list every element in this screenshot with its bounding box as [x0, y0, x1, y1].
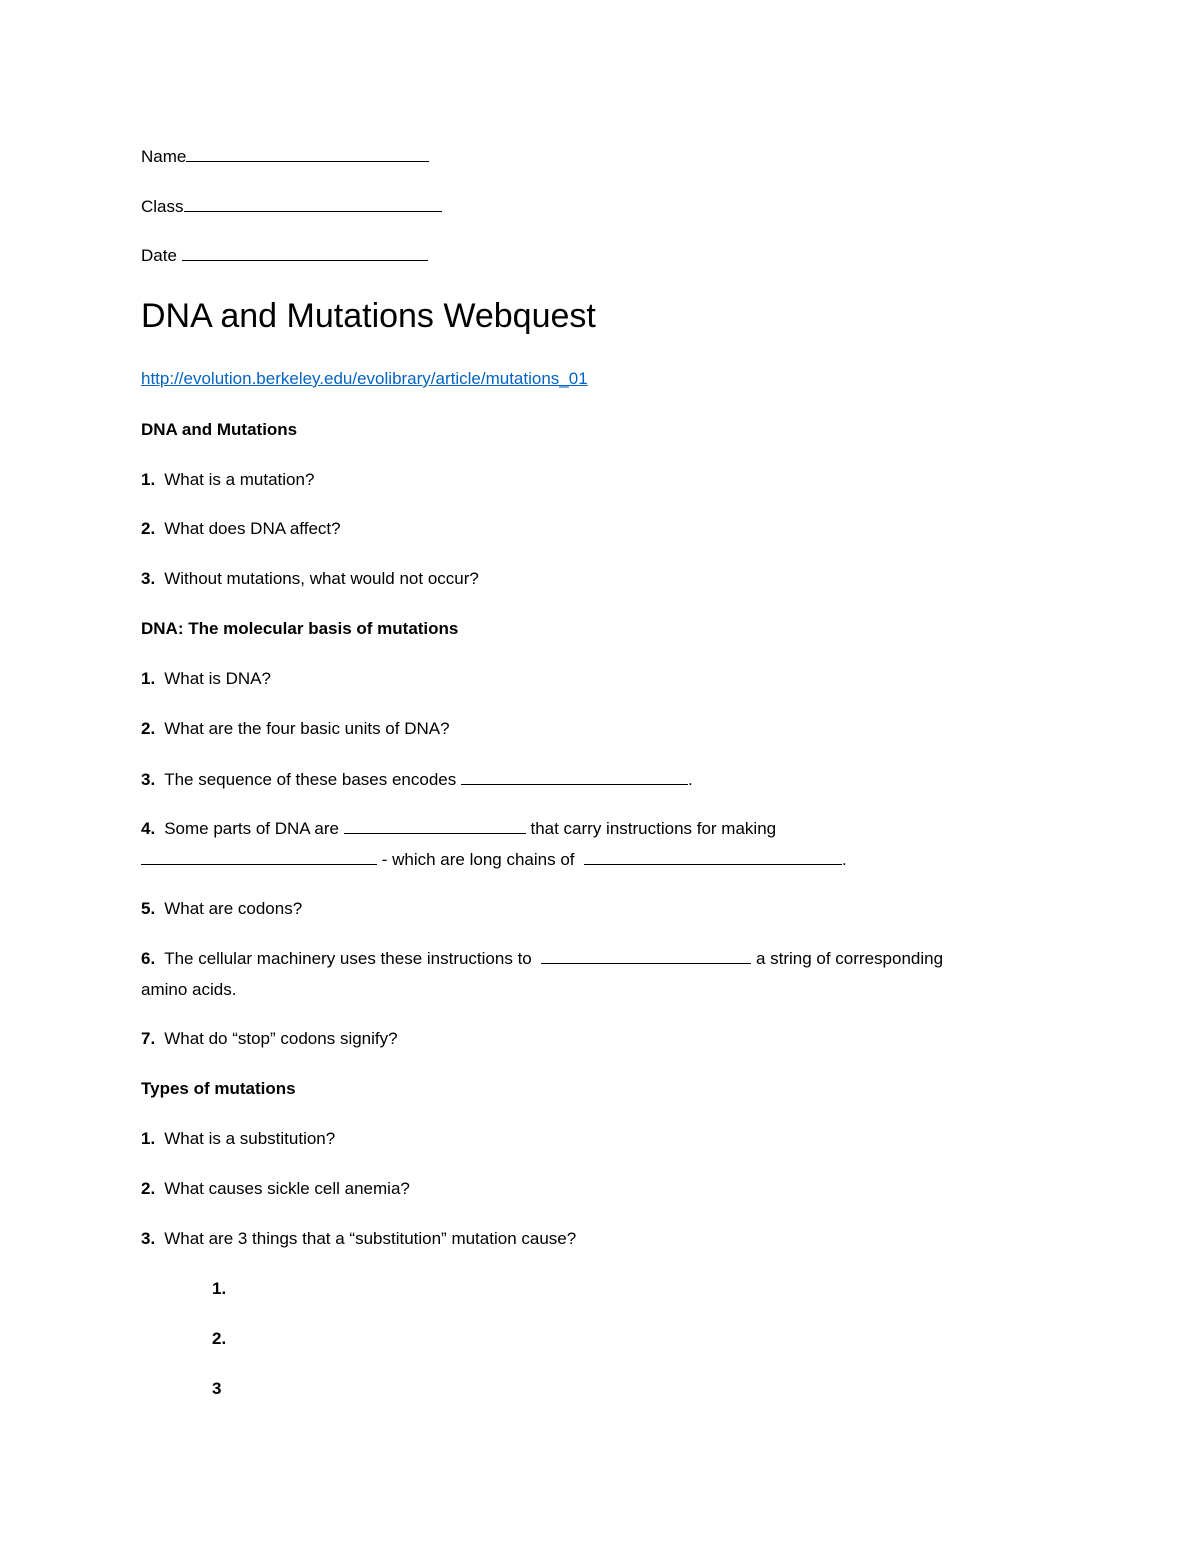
- question-text: What is a mutation?: [164, 470, 315, 489]
- question-text-cont: a string of corresponding: [755, 949, 944, 968]
- section-heading: DNA and Mutations: [141, 420, 298, 439]
- page-title: DNA and Mutations Webquest: [141, 297, 596, 335]
- question-row: [141, 898, 302, 920]
- question-text: What are the four basic units of DNA?: [164, 719, 450, 738]
- question-text: What is a substitution?: [164, 1129, 336, 1148]
- question-text: Some parts of DNA are: [164, 819, 339, 838]
- question-number: 3.: [141, 1229, 156, 1248]
- question-text-cont: - which are long chains of: [381, 850, 575, 869]
- section-heading: DNA: The molecular basis of mutations: [141, 619, 459, 638]
- question-text: What causes sickle cell anemia?: [164, 1179, 410, 1198]
- question-number: 3.: [141, 770, 156, 789]
- answer-blank[interactable]: [584, 848, 842, 865]
- question-row: [141, 718, 450, 740]
- question-row-continued: [141, 979, 236, 1001]
- question-text-end: .: [841, 850, 847, 869]
- question-row: [141, 817, 776, 840]
- answer-blank[interactable]: [141, 848, 377, 865]
- question-text: What are 3 things that a “substitution” mutation cause?: [164, 1229, 577, 1248]
- question-row: [141, 1128, 335, 1150]
- name-field-row: [141, 145, 429, 168]
- section-heading: Types of mutations: [141, 1079, 296, 1098]
- class-label: Class: [141, 197, 184, 216]
- question-row: [141, 947, 943, 970]
- question-row: [141, 568, 479, 590]
- answer-blank[interactable]: [461, 768, 688, 785]
- question-row: [141, 1228, 576, 1250]
- question-text: What do “stop” codons signify?: [164, 1029, 398, 1048]
- sub-item-number: 2.: [212, 1329, 227, 1348]
- date-field-row: [141, 244, 428, 267]
- sub-item-number: 3: [212, 1379, 222, 1398]
- question-row: [141, 768, 693, 791]
- question-number: 5.: [141, 899, 156, 918]
- sub-item-number: 1.: [212, 1279, 227, 1298]
- question-number: 2.: [141, 519, 156, 538]
- question-text-cont: amino acids.: [141, 980, 237, 999]
- date-blank[interactable]: [182, 244, 428, 261]
- question-text: Without mutations, what would not occur?: [164, 569, 479, 588]
- class-field-row: [141, 195, 442, 218]
- question-number: 1.: [141, 669, 156, 688]
- question-row: [141, 1028, 398, 1050]
- name-label: Name: [141, 147, 187, 166]
- question-text-end: .: [687, 770, 693, 789]
- question-number: 1.: [141, 470, 156, 489]
- question-text: What does DNA affect?: [164, 519, 341, 538]
- question-number: 6.: [141, 949, 156, 968]
- question-text: What is DNA?: [164, 669, 271, 688]
- question-text: The cellular machinery uses these instructions to: [164, 949, 532, 968]
- question-text: What are codons?: [164, 899, 303, 918]
- question-number: 7.: [141, 1029, 156, 1048]
- answer-blank[interactable]: [541, 947, 751, 964]
- date-label: Date: [141, 246, 177, 265]
- question-text: The sequence of these bases encodes: [164, 770, 457, 789]
- question-number: 2.: [141, 1179, 156, 1198]
- question-row-continued: [141, 848, 847, 871]
- question-number: 2.: [141, 719, 156, 738]
- question-row: [141, 469, 314, 491]
- source-link[interactable]: http://evolution.berkeley.edu/evolibrary/article/mutations_01: [141, 369, 588, 388]
- question-row: [141, 1178, 410, 1200]
- class-blank[interactable]: [184, 195, 442, 212]
- answer-blank[interactable]: [344, 817, 526, 834]
- question-number: 3.: [141, 569, 156, 588]
- question-row: [141, 518, 341, 540]
- question-text-cont: that carry instructions for making: [530, 819, 777, 838]
- question-number: 1.: [141, 1129, 156, 1148]
- name-blank[interactable]: [186, 145, 429, 162]
- question-number: 4.: [141, 819, 156, 838]
- question-row: [141, 668, 271, 690]
